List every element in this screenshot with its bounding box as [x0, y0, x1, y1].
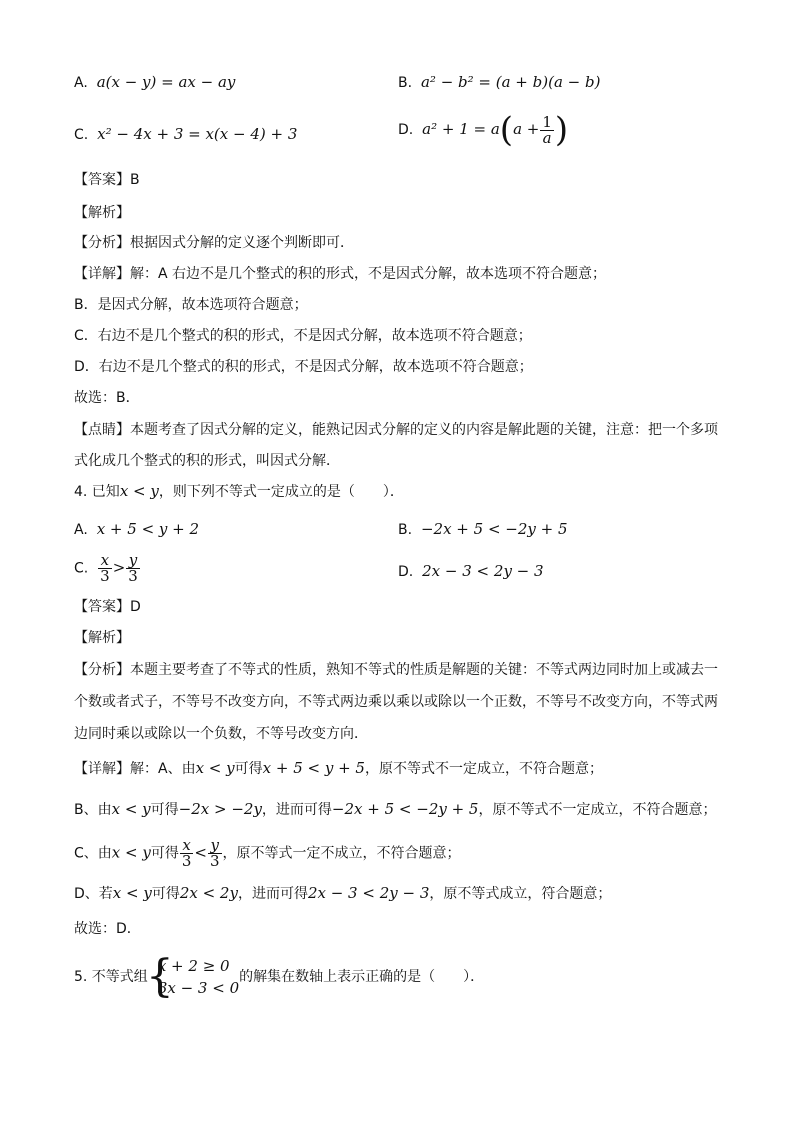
option-label: B.	[398, 75, 413, 91]
fraction-denominator: 3	[100, 567, 110, 585]
q3-explain-c: C．右边不是几个整式的积的形式，不是因式分解，故本选项不符合题意；	[74, 328, 532, 344]
inequality-1: x + 2 ≥ 0	[157, 957, 230, 975]
q3-option-b	[398, 72, 600, 93]
q4-choice: 故选：D．	[74, 921, 141, 937]
stem-condition: x < y	[119, 482, 159, 500]
stem-prefix: 4. 已知	[74, 484, 120, 500]
q3-xiangjie: 【详解】解：A 右边不是几个整式的积的形式，不是因式分解，故本选项不符合题意；	[74, 266, 607, 282]
text: ，原不等式一定不成立，不符合题意；	[222, 845, 461, 862]
option-expression: 2x − 3 < 2y − 3	[422, 562, 544, 580]
text: ，原不等式不一定成立，不符合题意；	[478, 802, 717, 818]
text: 可得	[234, 761, 263, 777]
fraction-numerator: y	[126, 553, 140, 569]
q4-option-d	[398, 561, 544, 582]
left-paren: (	[499, 110, 514, 150]
option-label: A.	[74, 522, 88, 538]
q3-option-a	[74, 72, 235, 93]
option-label: C.	[74, 560, 89, 577]
condition: x < y	[111, 800, 151, 818]
inequality-system	[145, 951, 240, 1002]
condition: x < y	[195, 759, 235, 777]
q3-explain-d: D．右边不是几个整式的积的形式，不是因式分解，故本选项不符合题意；	[74, 359, 533, 375]
option-expression-inner: a +	[513, 120, 540, 138]
q3-option-d	[398, 110, 569, 150]
q3-analysis-heading: 【解析】	[74, 205, 130, 221]
q3-explain-b: B．是因式分解，故本选项符合题意；	[74, 297, 308, 313]
fraction-numerator: x	[180, 838, 194, 854]
result-expression: −2x + 5 < −2y + 5	[331, 800, 479, 818]
fraction-denominator: a	[542, 128, 552, 147]
result-expression: x + 5 < y + 5	[262, 759, 365, 777]
fraction-left	[180, 838, 194, 869]
text: 可得	[150, 802, 179, 818]
left-brace: {	[145, 951, 174, 1002]
condition: x < y	[112, 884, 152, 902]
fraction	[540, 112, 554, 147]
option-label: C.	[74, 127, 89, 143]
text: 【详解】解：A、由	[74, 761, 196, 777]
q4-explain-c	[74, 838, 461, 869]
q5-stem	[74, 951, 485, 1002]
option-label: D.	[398, 564, 414, 580]
fraction-denominator: 3	[128, 567, 138, 585]
option-expression-lhs: a² + 1 = a	[422, 120, 500, 138]
q4-option-a	[74, 519, 199, 540]
result-expression: −2x > −2y	[178, 800, 262, 818]
text: 可得	[151, 886, 180, 902]
text: B、由	[74, 802, 112, 818]
stem-suffix: 的解集在数轴上表示正确的是（ ）．	[239, 969, 485, 985]
option-expression: x² − 4x + 3 = x(x − 4) + 3	[97, 125, 298, 143]
stem-suffix: ，则下列不等式一定成立的是（ ）．	[158, 484, 404, 500]
fraction-numerator: y	[208, 838, 222, 854]
option-label: B.	[398, 522, 413, 538]
q4-analysis-heading: 【解析】	[74, 630, 130, 646]
fraction-left	[98, 553, 112, 584]
q4-fenxi-line-2: 个数或者式子，不等号不改变方向，不等式两边乘以乘以或除以一个正数，不等号不改变方向，不等式两	[74, 694, 718, 710]
relation-symbol: >	[112, 558, 126, 577]
text: D、若	[74, 886, 113, 902]
condition: x < y	[111, 843, 151, 862]
text: ，原不等式不一定成立，不符合题意；	[364, 761, 603, 777]
option-expression: x + 5 < y + 2	[96, 520, 200, 538]
option-label: A.	[74, 75, 88, 91]
result-expression: 2x < 2y	[179, 884, 238, 902]
q3-option-c	[74, 124, 297, 145]
option-expression: a² − b² = (a + b)(a − b)	[420, 73, 601, 91]
q3-comment-line-2: 式化成几个整式的积的形式，叫因式分解．	[74, 453, 340, 469]
fraction-denominator: 3	[181, 852, 192, 870]
option-expression: a(x − y) = ax − ay	[96, 73, 236, 91]
q3-answer: 【答案】B	[74, 172, 140, 188]
result-expression: 2x − 3 < 2y − 3	[307, 884, 430, 902]
text: C、由	[74, 845, 112, 862]
q4-explain-b	[74, 799, 716, 820]
inequality-2: 3x − 3 < 0	[157, 979, 240, 997]
fraction-numerator: 1	[542, 112, 552, 131]
fraction-numerator: x	[98, 553, 112, 569]
fraction-right	[126, 553, 140, 584]
stem-prefix: 5. 不等式组	[74, 969, 148, 985]
q4-option-c	[74, 553, 141, 584]
q4-option-b	[398, 519, 568, 540]
q3-choice: 故选：B．	[74, 390, 140, 406]
q4-fenxi-line-3: 边同时乘以或除以一个负数，不等号改变方向．	[74, 726, 368, 742]
fraction-right	[208, 838, 222, 869]
q4-explain-a	[74, 758, 603, 779]
q4-answer: 【答案】D	[74, 599, 141, 615]
option-expression: −2x + 5 < −2y + 5	[420, 520, 568, 538]
text: ，原不等式成立，符合题意；	[429, 886, 612, 902]
text: ，进而可得	[237, 886, 308, 902]
q4-explain-d	[74, 883, 611, 904]
right-paren: )	[554, 110, 569, 150]
q3-comment-line-1: 【点睛】本题考查了因式分解的定义，能熟记因式分解的定义的内容是解此题的关键，注意：把一个多项	[74, 422, 718, 438]
option-label: D.	[398, 122, 414, 138]
q4-fenxi-line-1: 【分析】本题主要考查了不等式的性质，熟知不等式的性质是解题的关键：不等式两边同时加上或减去一	[74, 662, 718, 678]
text: ，进而可得	[261, 802, 332, 818]
relation-symbol: <	[194, 843, 207, 862]
q3-fenxi: 【分析】根据因式分解的定义逐个判断即可．	[74, 235, 354, 251]
fraction-denominator: 3	[209, 852, 220, 870]
text: 可得	[150, 845, 179, 862]
q4-stem	[74, 481, 404, 502]
